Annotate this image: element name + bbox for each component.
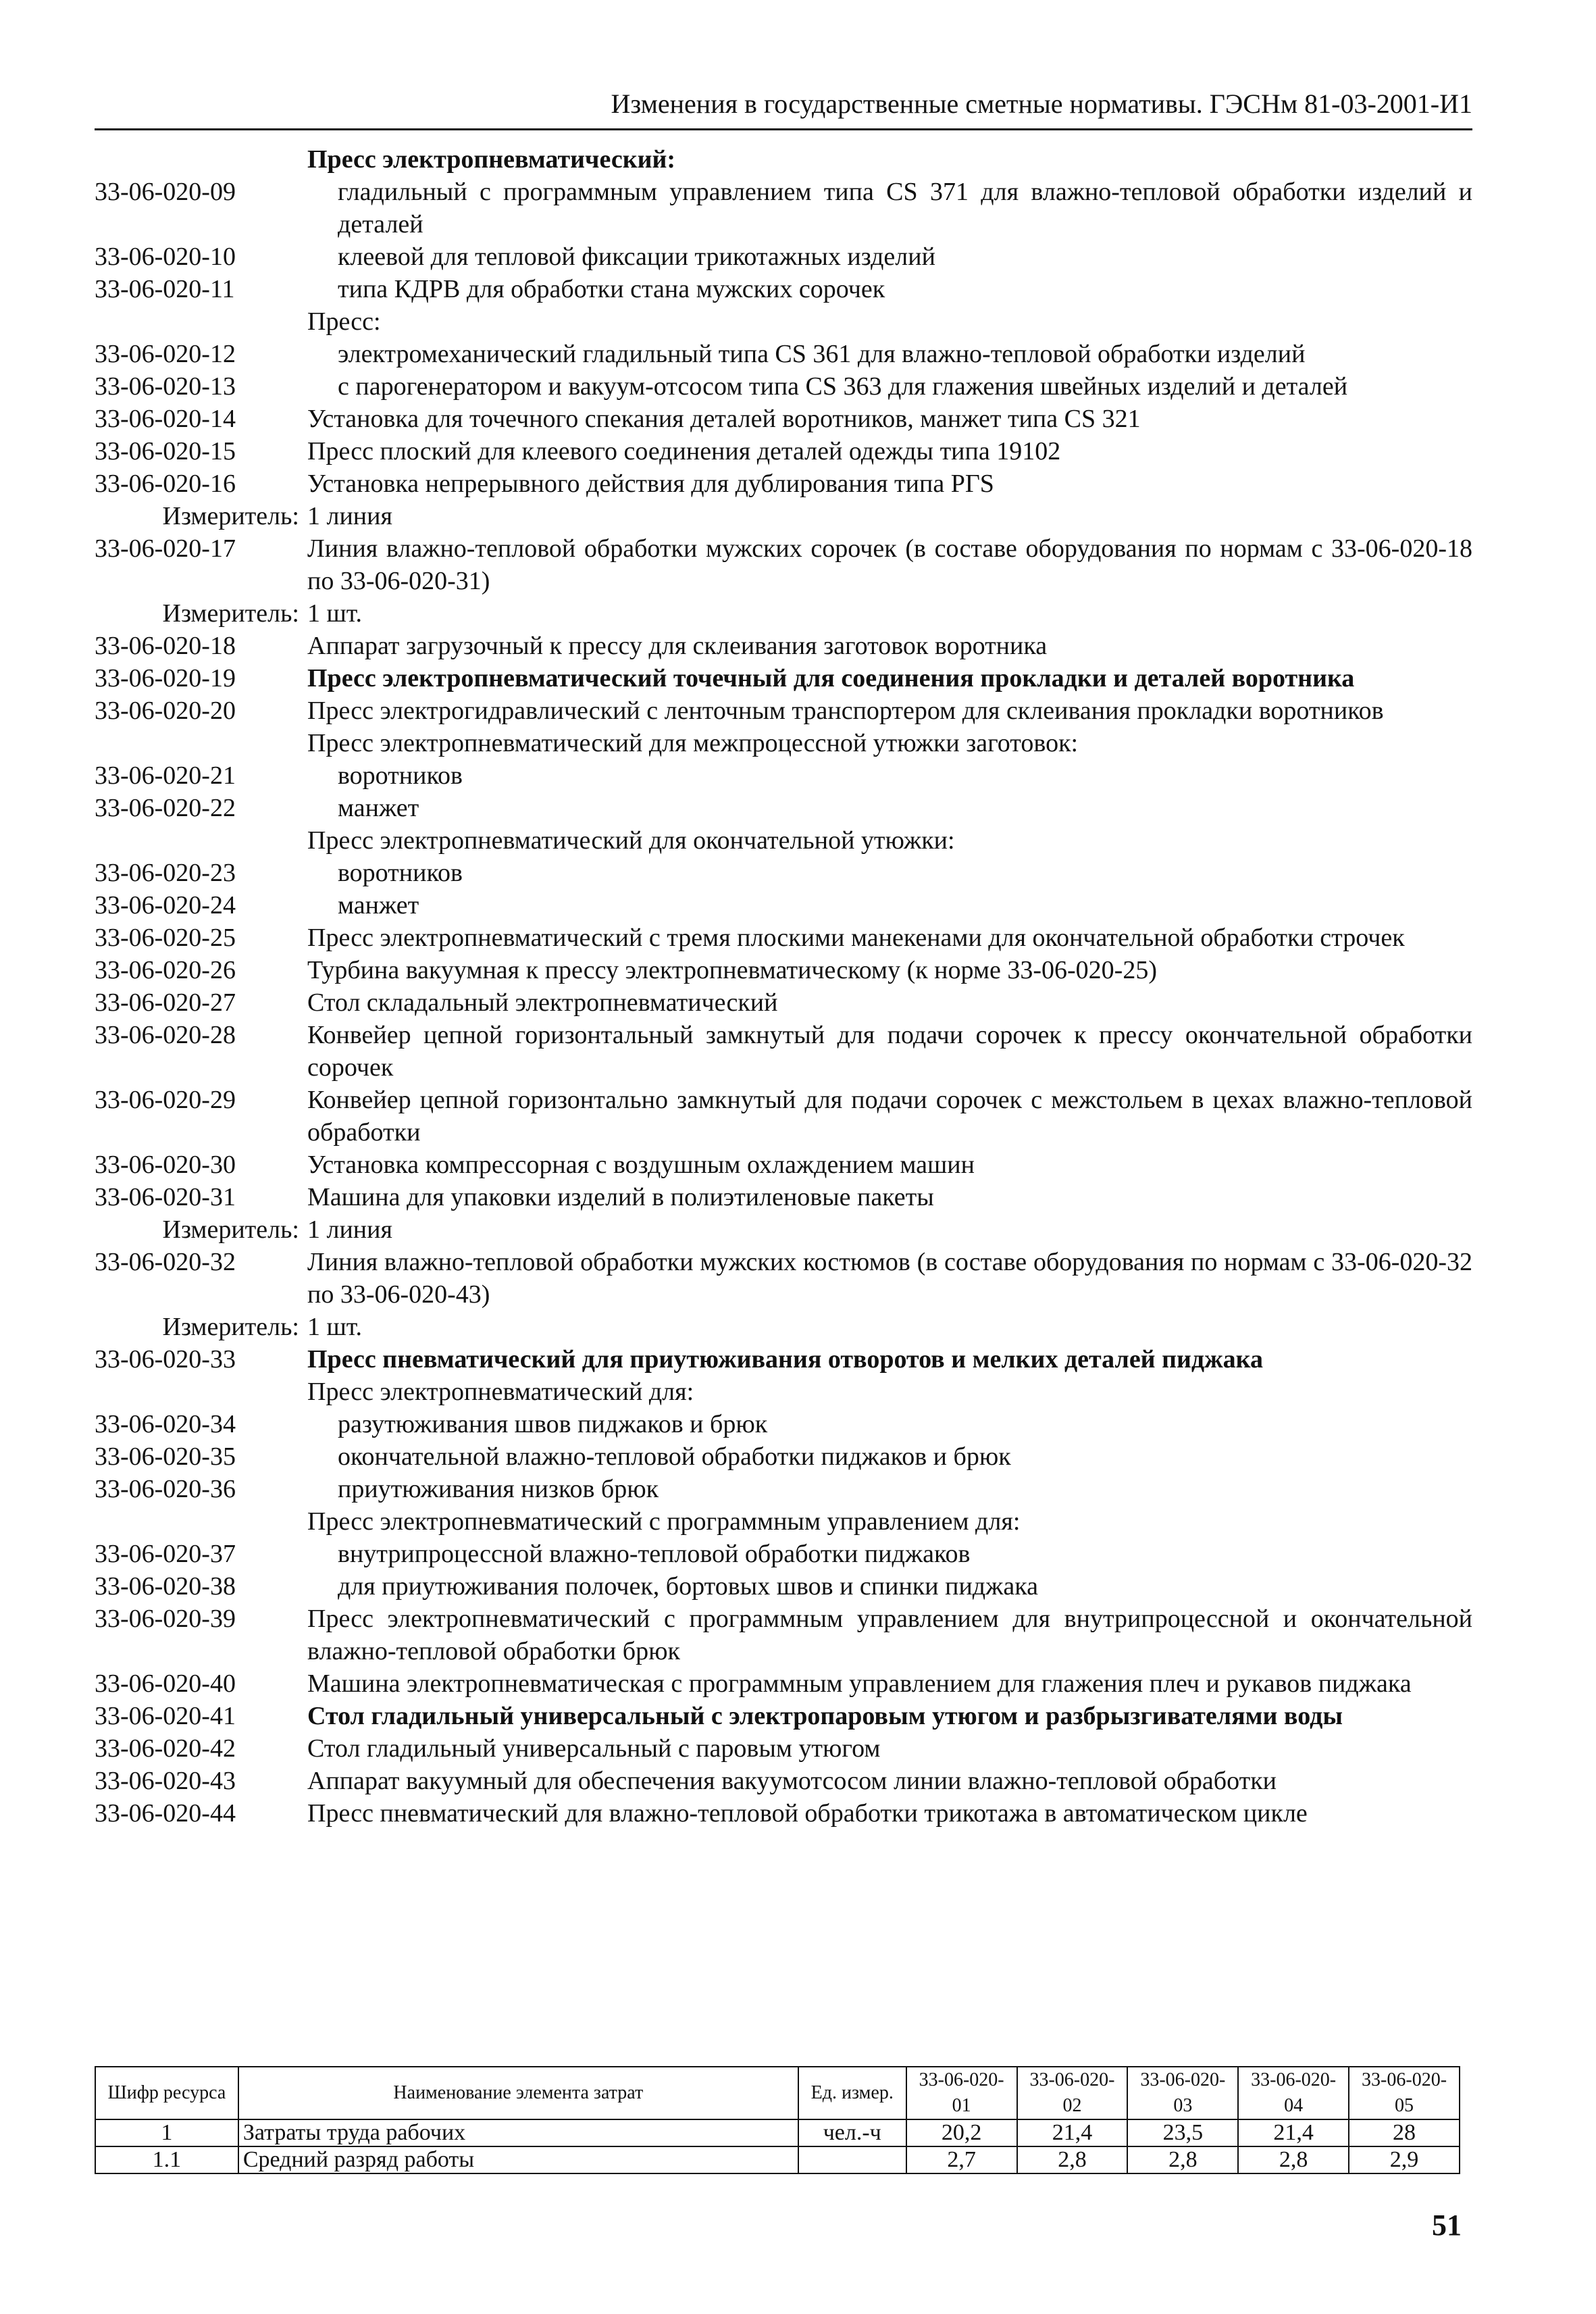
table-row	[95, 2146, 1460, 2173]
norm-description: Линия влажно-тепловой обработки мужских костюмов (в составе оборудования по нормам с 33-06-020-32 по 33-06-020-43)	[307, 1248, 1472, 1309]
norm-description: Стол гладильный универсальный с электропаровым утюгом и разбрызгивателями воды	[307, 1702, 1343, 1730]
col-header-unit: Ед. измер.	[798, 2067, 906, 2119]
norm-entry-row	[95, 1603, 1472, 1667]
norm-entry-row	[95, 532, 1472, 597]
norm-entry-row	[95, 986, 1472, 1019]
norm-code: 33-06-020-44	[95, 1799, 236, 1828]
norm-code: 33-06-020-24	[95, 891, 236, 920]
norm-code: 33-06-020-09	[95, 178, 236, 206]
norm-description: Установка для точечного спекания деталей воротников, манжет типа CS 321	[307, 405, 1141, 433]
norm-entry-row	[95, 1343, 1472, 1376]
measure-value: 1 линия	[307, 1215, 392, 1244]
table-cell: Средний разряд работы	[238, 2146, 798, 2173]
norm-code: 33-06-020-23	[95, 859, 236, 887]
norm-entry-row	[95, 1667, 1472, 1700]
norm-description: Установка непрерывного действия для дублирования типа РГS	[307, 470, 994, 498]
norm-code: 33-06-020-30	[95, 1151, 236, 1179]
norm-code	[95, 1376, 307, 1408]
norm-code: 33-06-020-21	[95, 761, 236, 790]
measure-unit-row	[95, 500, 1472, 532]
measure-value: 1 шт.	[307, 1313, 363, 1341]
norm-code: 33-06-020-41	[95, 1702, 236, 1730]
norm-code: 33-06-020-26	[95, 956, 236, 984]
norm-code: 33-06-020-18	[95, 632, 236, 660]
running-header	[95, 80, 1472, 130]
norm-entry-row	[95, 1765, 1472, 1797]
norm-entry-row	[95, 695, 1472, 727]
norm-code: 33-06-020-22	[95, 794, 236, 822]
norm-entry-row	[95, 759, 1472, 792]
table-header-row	[95, 2067, 1460, 2119]
norm-entry-row	[95, 176, 1472, 241]
norm-description: для приутюживания полочек, бортовых швов и спинки пиджака	[338, 1572, 1038, 1601]
norm-description: внутрипроцессной влажно-тепловой обработки пиджаков	[338, 1540, 971, 1568]
norm-description: Турбина вакуумная к прессу электропневматическому (к норме 33-06-020-25)	[307, 956, 1157, 984]
norm-description: Конвейер цепной горизонтально замкнутый для подачи сорочек с межстольем в цехах влажно-тепловой обработки	[307, 1086, 1472, 1147]
norm-code: 33-06-020-43	[95, 1767, 236, 1795]
measure-value: 1 шт.	[307, 599, 363, 628]
page-number: 51	[1432, 2209, 1462, 2242]
header-title: Изменения в государственные сметные нормативы. ГЭСНм 81-03-2001-И1	[611, 89, 1472, 119]
norm-entry-row	[95, 1570, 1472, 1603]
norm-description: воротников	[338, 761, 463, 790]
norm-code: 33-06-020-10	[95, 243, 236, 271]
norm-description: Пресс электропневматический для межпроцессной утюжки заготовок:	[307, 729, 1079, 757]
norm-description: с парогенератором и вакуум-отсосом типа CS 363 для глажения швейных изделий и деталей	[338, 372, 1348, 401]
col-header-norm-01: 33-06-020-01	[906, 2067, 1017, 2119]
measure-unit-row	[95, 597, 1472, 630]
norm-description: Стол складальный электропневматический	[307, 988, 778, 1017]
norm-code	[95, 1505, 307, 1538]
norm-description: гладильный с программным управлением типа CS 371 для влажно-тепловой обработки изделий и деталей	[338, 178, 1472, 238]
norm-code: 33-06-020-33	[95, 1345, 236, 1374]
norm-entry-row	[95, 468, 1472, 500]
norm-entry-row	[95, 1700, 1472, 1732]
norm-code: 33-06-020-11	[95, 275, 235, 303]
norm-description: Пресс пневматический для влажно-тепловой обработки трикотажа в автоматическом цикле	[307, 1799, 1308, 1828]
group-heading-row	[95, 1505, 1472, 1538]
norm-entry-row	[95, 338, 1472, 370]
norm-description: Линия влажно-тепловой обработки мужских сорочек (в составе оборудования по нормам с 33-06-020-18 по 33-06-020-31)	[307, 534, 1472, 595]
measure-value: 1 линия	[307, 502, 392, 530]
norm-description: Машина для упаковки изделий в полиэтиленовые пакеты	[307, 1183, 934, 1211]
norm-description: разутюживания швов пиджаков и брюк	[338, 1410, 768, 1438]
norm-description: Пресс:	[307, 307, 381, 336]
table-cell: 28	[1349, 2119, 1460, 2146]
table-cell: Затраты труда рабочих	[238, 2119, 798, 2146]
norm-description: электромеханический гладильный типа CS 361 для влажно-тепловой обработки изделий	[338, 340, 1306, 368]
norm-code: 33-06-020-14	[95, 405, 236, 433]
norm-description: клеевой для тепловой фиксации трикотажных изделий	[338, 243, 935, 271]
norm-entry-row	[95, 889, 1472, 922]
norm-description: Конвейер цепной горизонтальный замкнутый для подачи сорочек к прессу окончательной обработки сорочек	[307, 1021, 1472, 1082]
norm-entry-row	[95, 1732, 1472, 1765]
measure-label: Измеритель:	[162, 1313, 299, 1341]
norm-code: 33-06-020-40	[95, 1669, 236, 1698]
norm-code: 33-06-020-25	[95, 924, 236, 952]
norm-code: 33-06-020-19	[95, 664, 236, 693]
norm-description: манжет	[338, 794, 419, 822]
norm-code: 33-06-020-29	[95, 1086, 236, 1114]
norm-code	[95, 824, 307, 857]
norm-entry-row	[95, 1181, 1472, 1213]
norm-entries-list	[95, 143, 1472, 1830]
measure-label: Измеритель:	[162, 1215, 299, 1244]
norm-description: Машина электропневматическая с программным управлением для глажения плеч и рукавов пиджака	[307, 1669, 1412, 1698]
col-header-norm-05: 33-06-020-05	[1349, 2067, 1460, 2119]
norm-entry-row	[95, 922, 1472, 954]
norm-entry-row	[95, 435, 1472, 468]
norm-description: Стол гладильный универсальный с паровым утюгом	[307, 1734, 881, 1763]
group-heading-row	[95, 143, 1472, 176]
norm-description: Аппарат загрузочный к прессу для склеивания заготовок воротника	[307, 632, 1048, 660]
norm-entry-row	[95, 1084, 1472, 1149]
table-cell: 2,8	[1238, 2146, 1349, 2173]
col-header-cost-element: Наименование элемента затрат	[238, 2067, 798, 2119]
table-cell: 20,2	[906, 2119, 1017, 2146]
norm-entry-row	[95, 630, 1472, 662]
norm-entry-row	[95, 1797, 1472, 1830]
norm-code: 33-06-020-12	[95, 340, 236, 368]
group-heading-row	[95, 824, 1472, 857]
col-header-norm-03: 33-06-020-03	[1127, 2067, 1238, 2119]
norm-description: Пресс электропневматический с программным управлением для внутрипроцессной и окончательной влажно-тепловой обработки брюк	[307, 1605, 1472, 1665]
norm-code	[95, 143, 307, 176]
norm-entry-row	[95, 403, 1472, 435]
norm-code: 33-06-020-31	[95, 1183, 236, 1211]
col-header-norm-04: 33-06-020-04	[1238, 2067, 1349, 2119]
measure-unit-row	[95, 1311, 1472, 1343]
group-heading-row	[95, 305, 1472, 338]
norm-description: Пресс электропневматический для:	[307, 1378, 694, 1406]
resource-table	[95, 2066, 1460, 2174]
norm-code: 33-06-020-34	[95, 1410, 236, 1438]
norm-description: воротников	[338, 859, 463, 887]
norm-code: 33-06-020-20	[95, 697, 236, 725]
norm-description: типа КДРВ для обработки стана мужских сорочек	[338, 275, 885, 303]
norm-code: 33-06-020-36	[95, 1475, 236, 1503]
norm-entry-row	[95, 1473, 1472, 1505]
norm-code: 33-06-020-38	[95, 1572, 236, 1601]
norm-code: 33-06-020-35	[95, 1442, 236, 1471]
norm-code: 33-06-020-16	[95, 470, 236, 498]
table-cell: чел.-ч	[798, 2119, 906, 2146]
norm-description: Пресс электропневматический с программным управлением для:	[307, 1507, 1021, 1536]
norm-entry-row	[95, 370, 1472, 403]
norm-code: 33-06-020-42	[95, 1734, 236, 1763]
norm-entry-row	[95, 1149, 1472, 1181]
table-cell: 21,4	[1017, 2119, 1128, 2146]
norm-entry-row	[95, 857, 1472, 889]
norm-code: 33-06-020-37	[95, 1540, 236, 1568]
norm-entry-row	[95, 1440, 1472, 1473]
measure-unit-row	[95, 1213, 1472, 1246]
norm-description: Пресс электрогидравлический с ленточным транспортером для склеивания прокладки воротников	[307, 697, 1384, 725]
measure-label: Измеритель:	[162, 599, 299, 628]
norm-code: 33-06-020-27	[95, 988, 236, 1017]
norm-entry-row	[95, 1019, 1472, 1084]
table-cell: 2,8	[1017, 2146, 1128, 2173]
norm-description: Пресс электропневматический:	[307, 145, 676, 174]
norm-code: 33-06-020-13	[95, 372, 236, 401]
table-cell: 1	[95, 2119, 238, 2146]
norm-entry-row	[95, 1246, 1472, 1311]
group-heading-row	[95, 727, 1472, 759]
norm-code: 33-06-020-39	[95, 1605, 236, 1633]
table-cell: 23,5	[1127, 2119, 1238, 2146]
norm-description: Пресс пневматический для приутюживания отворотов и мелких деталей пиджака	[307, 1345, 1263, 1374]
table-cell: 1.1	[95, 2146, 238, 2173]
norm-entry-row	[95, 1538, 1472, 1570]
measure-label: Измеритель:	[162, 502, 299, 530]
table-cell: 21,4	[1238, 2119, 1349, 2146]
norm-code: 33-06-020-32	[95, 1248, 236, 1276]
col-header-resource-code: Шифр ресурса	[95, 2067, 238, 2119]
norm-description: манжет	[338, 891, 419, 920]
norm-entry-row	[95, 792, 1472, 824]
table-cell: 2,8	[1127, 2146, 1238, 2173]
table-row	[95, 2119, 1460, 2146]
norm-code: 33-06-020-15	[95, 437, 236, 466]
norm-description: Пресс электропневматический для окончательной утюжки:	[307, 826, 955, 855]
norm-description: Пресс плоский для клеевого соединения деталей одежды типа 19102	[307, 437, 1061, 466]
table-cell: 2,7	[906, 2146, 1017, 2173]
norm-code	[95, 305, 307, 338]
norm-description: Установка компрессорная с воздушным охлаждением машин	[307, 1151, 975, 1179]
col-header-norm-02: 33-06-020-02	[1017, 2067, 1128, 2119]
norm-code: 33-06-020-17	[95, 534, 236, 563]
norm-code	[95, 727, 307, 759]
norm-entry-row	[95, 1408, 1472, 1440]
norm-entry-row	[95, 273, 1472, 305]
norm-description: Пресс электропневматический точечный для соединения прокладки и деталей воротника	[307, 664, 1355, 693]
norm-description: приутюживания низков брюк	[338, 1475, 659, 1503]
norm-entry-row	[95, 954, 1472, 986]
norm-entry-row	[95, 241, 1472, 273]
norm-description: Пресс электропневматический с тремя плоскими манекенами для окончательной обработки строчек	[307, 924, 1405, 952]
norm-description: окончательной влажно-тепловой обработки пиджаков и брюк	[338, 1442, 1011, 1471]
group-heading-row	[95, 1376, 1472, 1408]
table-cell: 2,9	[1349, 2146, 1460, 2173]
norm-entry-row	[95, 662, 1472, 695]
table-cell	[798, 2146, 906, 2173]
norm-code: 33-06-020-28	[95, 1021, 236, 1049]
norm-description: Аппарат вакуумный для обеспечения вакуумотсосом линии влажно-тепловой обработки	[307, 1767, 1277, 1795]
